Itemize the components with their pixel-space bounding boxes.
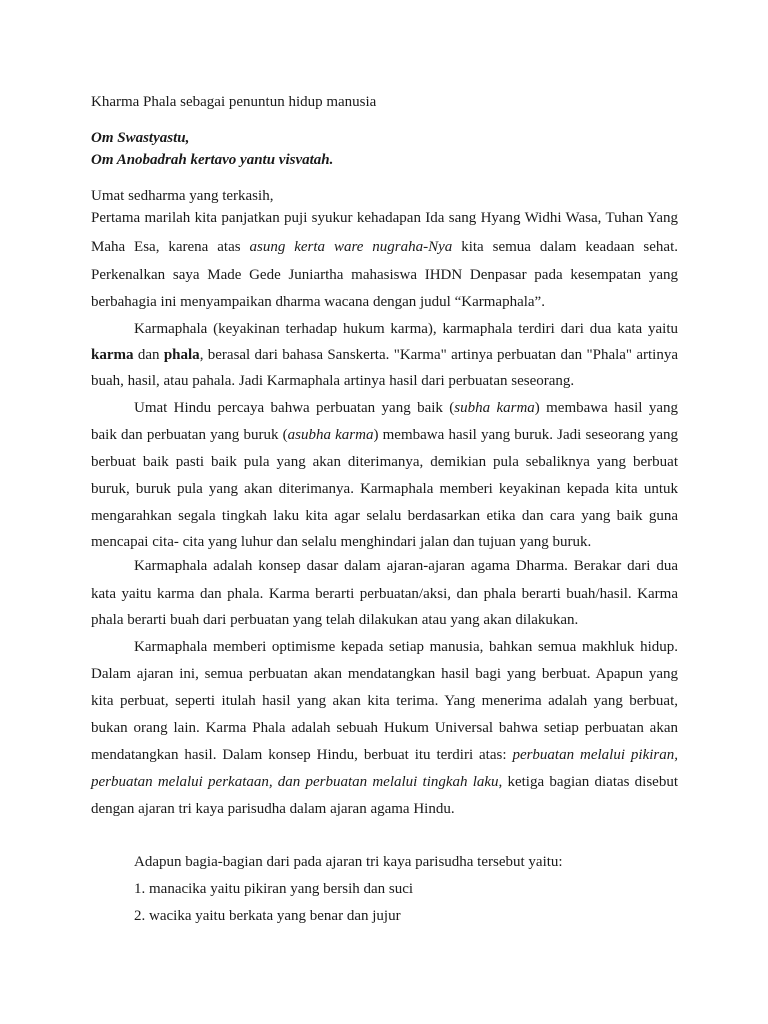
p1-line: Perkenalkan saya Made Gede Juniartha mahasiswa IHDN Denpasar pada kesempatan yang bbox=[91, 267, 678, 283]
p3-text: ) membawa hasil yang bbox=[534, 400, 678, 416]
list-item: 1. manacika yaitu pikiran yang bersih dan suci bbox=[134, 881, 414, 897]
p3-line: mencapai cita- cita yang luhur dan selalu menghindari jalan dan tujuan yang buruk. bbox=[91, 534, 592, 550]
p2-line bbox=[91, 346, 678, 364]
p5-line: Karmaphala memberi optimisme kepada setiap manusia, bahkan semua makhluk hidup. bbox=[134, 639, 678, 655]
p5-line bbox=[91, 746, 678, 764]
p5-text: mendatangkan hasil. Dalam konsep Hindu, berbuat itu terdiri atas: bbox=[91, 747, 507, 763]
p3-line: berbuat baik pasti baik pula yang akan diterimanya, demikian pula sebaliknya yang berbuat bbox=[91, 454, 678, 470]
p1-text: kita semua dalam keadaan sehat. bbox=[461, 239, 678, 255]
p1-line bbox=[91, 238, 678, 256]
p5-italic: perbuatan melalui pikiran, bbox=[512, 747, 678, 763]
p3-line bbox=[134, 399, 678, 417]
p2-line: Karmaphala (keyakinan terhadap hukum karma), karmaphala terdiri dari dua kata yaitu bbox=[134, 321, 678, 337]
p4-line: Karmaphala adalah konsep dasar dalam ajaran-ajaran agama Dharma. Berakar dari dua bbox=[134, 558, 678, 574]
list-intro: Adapun bagia-bagian dari pada ajaran tri kaya parisudha tersebut yaitu: bbox=[134, 854, 563, 870]
p5-line: Dalam ajaran ini, semua perbuatan akan mendatangkan hasil bagi yang berbuat. Apapun yang bbox=[91, 666, 678, 682]
p3-text: Umat Hindu percaya bahwa perbuatan yang baik ( bbox=[134, 400, 455, 416]
p4-line: kata yaitu karma dan phala. Karma berarti perbuatan/aksi, dan phala berarti buah/hasil. Karma bbox=[91, 586, 678, 602]
p5-line bbox=[91, 773, 678, 791]
p5-italic: perbuatan melalui perkataan, dan perbuatan melalui tingkah laku, bbox=[91, 774, 503, 790]
p5-line: kita perbuat, seperti itulah hasil yang akan kita terima. Yang menerima adalah yang berbuat, bbox=[91, 693, 678, 709]
greeting-line-2: Om Anobadrah kertavo yantu visvatah. bbox=[91, 152, 334, 168]
greeting-line-1: Om Swastyastu, bbox=[91, 130, 190, 146]
p2-bold: phala bbox=[163, 347, 200, 363]
document-title: Kharma Phala sebagai penuntun hidup manusia bbox=[91, 94, 377, 110]
p5-line: bukan orang lain. Karma Phala adalah sebuah Hukum Universal bahwa setiap perbuatan akan bbox=[91, 720, 678, 736]
p3-text: baik dan perbuatan yang buruk ( bbox=[91, 427, 288, 443]
p2-bold: karma bbox=[91, 347, 134, 363]
p1-line: Pertama marilah kita panjatkan puji syukur kehadapan Ida sang Hyang Widhi Wasa, Tuhan Yang bbox=[91, 210, 678, 226]
p3-italic: subha karma bbox=[454, 400, 535, 416]
p3-italic: asubha karma bbox=[287, 427, 374, 443]
p2-line: buah, hasil, atau pahala. Jadi Karmaphala artinya hasil dari perbuatan seseorang. bbox=[91, 373, 575, 389]
p4-line: phala berarti buah dari perbuatan yang telah dilakukan atau yang akan dilakukan. bbox=[91, 612, 579, 628]
p3-line bbox=[91, 426, 678, 444]
p3-line: mengarahkan segala tingkah laku kita agar selalu berdasarkan etika dan cara yang baik guna bbox=[91, 508, 678, 524]
p3-text: ) membawa hasil yang buruk. Jadi seseorang yang bbox=[373, 427, 678, 443]
p1-text: Maha Esa, karena atas bbox=[91, 239, 241, 255]
p5-line: dengan ajaran tri kaya parisudha dalam ajaran agama Hindu. bbox=[91, 801, 455, 817]
p3-line: buruk, buruk pula yang akan diterimanya. Karmaphala memberi keyakinan kepada kita untuk bbox=[91, 481, 678, 497]
p1-italic: asung kerta ware nugraha-Nya bbox=[249, 239, 453, 255]
p2-text: , berasal dari bahasa Sanskerta. "Karma" artinya perbuatan dan "Phala" artinya bbox=[199, 347, 679, 363]
p1-line: berbahagia ini menyampaikan dharma wacana dengan judul “Karmaphala”. bbox=[91, 294, 545, 310]
p2-text: dan bbox=[137, 347, 160, 363]
salutation: Umat sedharma yang terkasih, bbox=[91, 188, 274, 204]
p5-text: ketiga bagian diatas disebut bbox=[507, 774, 679, 790]
list-item: 2. wacika yaitu berkata yang benar dan jujur bbox=[134, 908, 401, 924]
